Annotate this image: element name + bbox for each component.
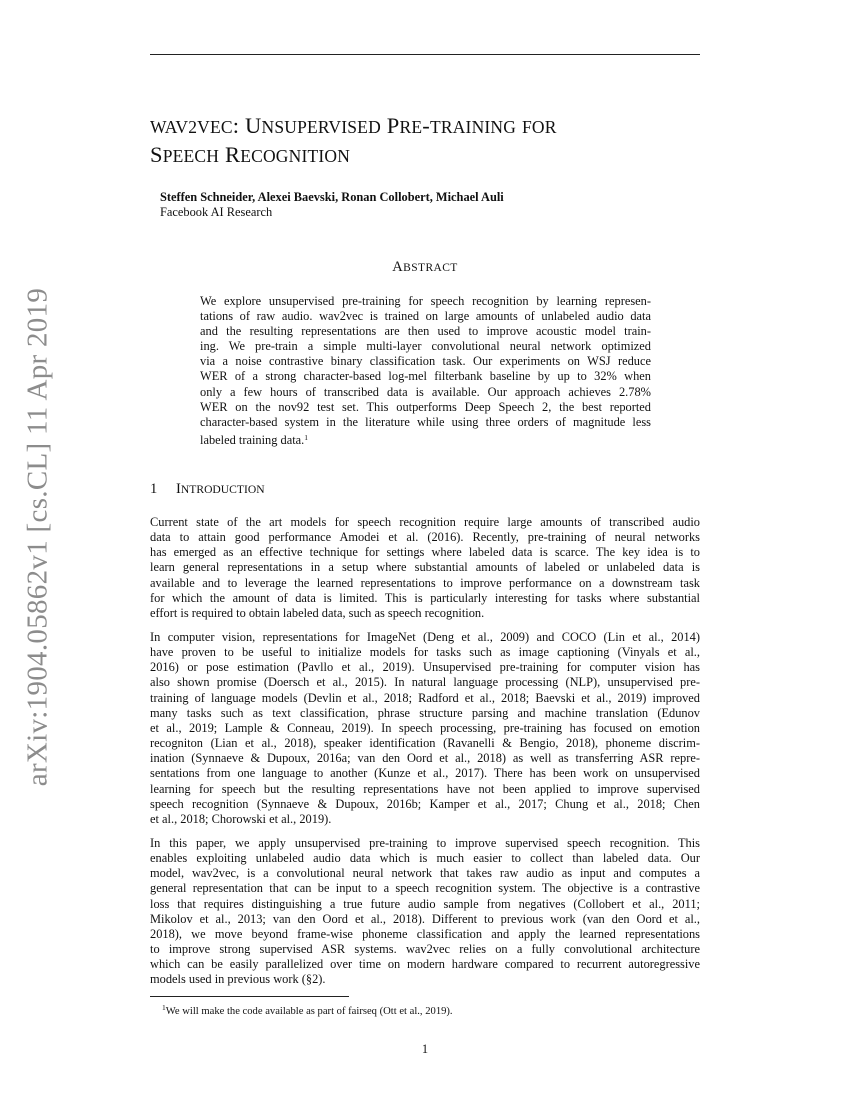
footnote xyxy=(162,1003,453,1017)
title-line-2: SPEECH RECOGNITION xyxy=(150,142,351,167)
paragraph-line: to improve strong supervised ASR systems. wav2vec relies on a fully convolutional architecture xyxy=(150,942,700,957)
paragraph-line: learn general representations in a setup where substantial amounts of labeled or unlabeled data is xyxy=(150,560,700,575)
paragraph-line: also shown promise (Doersch et al., 2015). In natural language processing (NLP), unsupervised pre- xyxy=(150,675,700,690)
paragraph-line: Current state of the art models for speech recognition require large amounts of transcribed audio xyxy=(150,515,700,529)
abstract-last-line-text: labeled training data. xyxy=(200,432,305,447)
paragraph-line: loss that requires distinguishing a true future audio sample from negatives (Collobert et al., 2011; xyxy=(150,896,700,911)
abstract-heading: ABSTRACT xyxy=(392,259,458,275)
paragraph-line: 2018), we move beyond frame-wise phoneme classification and apply the learned representations xyxy=(150,926,700,941)
paragraph-line: In this paper, we apply unsupervised pre-training to improve supervised speech recognition. This xyxy=(150,836,700,850)
page-number: 1 xyxy=(421,1042,429,1056)
abstract-footnote-mark: 1 xyxy=(304,432,308,442)
paragraph-line: have proven to be useful to initialize models for tasks such as image captioning (Vinyals et al., xyxy=(150,645,700,660)
abstract-line: via a noise contrastive binary classification task. Our experiments on WSJ reduce xyxy=(200,354,651,369)
paragraph-line: effort is required to obtain labeled data, such as speech recognition. xyxy=(150,605,485,620)
paragraph-line: data to attain good performance Amodei et al. (2016). Recently, pre-training of neural networks xyxy=(150,530,700,545)
paragraph-line: et al., 2018; Chorowski et al., 2019). xyxy=(150,811,332,826)
paragraph-line: enables exploiting unlabeled audio data which is much easier to collect than labeled data. Our xyxy=(150,851,700,866)
paragraph-line: many tasks such as text classification, phrase structure parsing and machine translation (Edunov xyxy=(150,705,700,720)
paragraph-line: et al., 2019; Lample & Conneau, 2019). In speech processing, pre-training has focused on emotion xyxy=(150,720,700,735)
abstract-line xyxy=(200,430,651,448)
paragraph-line: general representation that can be input to a speech recognition system. The objective is a contrastive xyxy=(150,881,700,896)
paragraph-line: Mikolov et al., 2013; van den Oord et al., 2018). Different to previous work (van den Oord et al., xyxy=(150,911,700,926)
paragraph-line: training of language models (Devlin et al., 2018; Radford et al., 2018; Baevski et al., 2019) improved xyxy=(150,690,700,705)
paragraph-line: 2016) or pose estimation (Pavllo et al., 2019). Unsupervised pre-training for computer vision has xyxy=(150,660,700,675)
paragraph-line: ination (Synnaeve & Dupoux, 2016a; van den Oord et al., 2018) as well as transferring ASR repre- xyxy=(150,751,700,766)
affiliation: Facebook AI Research xyxy=(160,205,273,219)
intro-paragraph-3 xyxy=(150,836,700,988)
paragraph-line: has emerged as an effective technique for settings where labeled data is scarce. The key idea is to xyxy=(150,545,700,560)
author-list: Steffen Schneider, Alexei Baevski, Ronan Collobert, Michael Auli xyxy=(160,190,504,204)
abstract-line: character-based system in the literature while using three orders of magnitude less xyxy=(200,414,651,429)
footnote-mark: 1 xyxy=(162,1003,166,1012)
arxiv-identifier-stamp: arXiv:1904.05862v1 [cs.CL] 11 Apr 2019 xyxy=(21,287,54,787)
paragraph-line: recogniton (Lian et al., 2018), speaker identification (Ravanelli & Bengio, 2018), phoneme discrim- xyxy=(150,736,700,751)
paragraph-line: In computer vision, representations for ImageNet (Deng et al., 2009) and COCO (Lin et al., 2014) xyxy=(150,630,700,644)
section-number: 1 xyxy=(150,481,158,497)
abstract-body xyxy=(200,294,651,448)
section-title: INTRODUCTION xyxy=(176,481,265,497)
abstract-line: We explore unsupervised pre-training for speech recognition by learning represen- xyxy=(200,294,651,308)
section-heading-introduction xyxy=(150,481,265,498)
footnote-text: We will make the code available as part of fairseq (Ott et al., 2019). xyxy=(165,1006,453,1017)
abstract-line: WER of a strong character-based log-mel filterbank baseline by up to 32% when xyxy=(200,369,651,384)
abstract-line: and the resulting representations are then used to improve acoustic model train- xyxy=(200,324,651,339)
paragraph-line: models used in previous work (§2). xyxy=(150,972,326,987)
footnote-rule xyxy=(150,996,349,997)
paragraph-line: which can be easily parallelized over time on modern hardware compared to recurrent autoregressive xyxy=(150,957,700,972)
paragraph-line: speech recognition (Synnaeve & Dupoux, 2016b; Kamper et al., 2017; Chung et al., 2018; Chen xyxy=(150,796,700,811)
abstract-line: WER on the nov92 test set. This outperforms Deep Speech 2, the best reported xyxy=(200,399,651,414)
paragraph-line: for which the amount of data is limited. This is particularly interesting for tasks where substantial xyxy=(150,590,700,605)
abstract-line: ing. We pre-train a simple multi-layer convolutional neural network optimized xyxy=(200,339,651,354)
top-rule xyxy=(150,54,700,55)
paragraph-line: available and to leverage the learned representations to improve performance on a downstream task xyxy=(150,575,700,590)
paper-title xyxy=(150,112,710,170)
intro-paragraph-2 xyxy=(150,630,700,827)
paragraph-line: model, wav2vec, is a convolutional neural network that takes raw audio as input and computes a xyxy=(150,866,700,881)
abstract-line: tations of raw audio. wav2vec is trained on large amounts of unlabeled audio data xyxy=(200,309,651,324)
title-line-1: WAV2VEC: UNSUPERVISED PRE-TRAINING FOR xyxy=(150,113,557,138)
intro-paragraph-1 xyxy=(150,515,700,621)
paragraph-line: learning for speech but the resulting representations have not been applied to improve supervised xyxy=(150,781,700,796)
abstract-line: only a few hours of transcribed data is available. Our approach achieves 2.78% xyxy=(200,384,651,399)
paragraph-line: sentations from one language to another (Kunze et al., 2017). There has been work on unsupervised xyxy=(150,766,700,781)
